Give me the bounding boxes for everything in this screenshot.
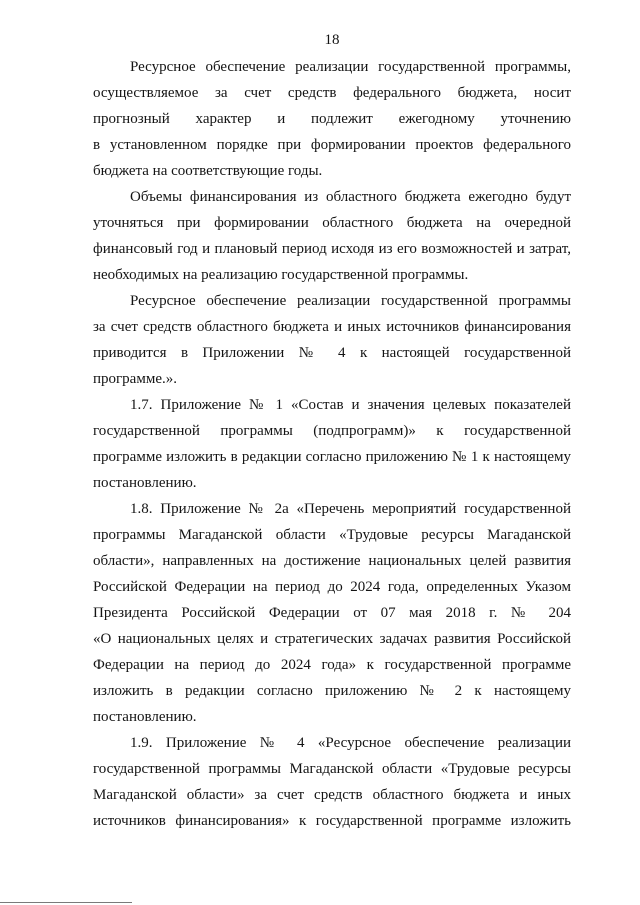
- text-line: Магаданской области» за счет средств областного бюджета и иных: [93, 787, 571, 803]
- paragraph-item-1-8: [93, 496, 571, 730]
- text-line: источников финансирования» к государственной программе изложить: [93, 813, 571, 829]
- text-line: постановлению.: [93, 709, 197, 725]
- text-line: осуществляемое за счет средств федерального бюджета, носит: [93, 85, 571, 101]
- text-line: бюджета на соответствующие годы.: [93, 163, 323, 179]
- paragraph-item-1-7: [93, 392, 571, 496]
- text-line: 1.7. Приложение № 1 «Состав и значения целевых показателей: [130, 397, 571, 413]
- bottom-rule: [0, 902, 132, 903]
- text-line: приводится в Приложении № 4 к настоящей государственной: [93, 345, 571, 361]
- page-number: 18: [324, 32, 340, 48]
- text-line: «О национальных целях и стратегических задачах развития Российской: [93, 631, 571, 647]
- paragraph-resource-regional: [93, 288, 571, 392]
- paragraph-regional-budget: [93, 184, 571, 288]
- text-line: программе изложить в редакции согласно приложению № 1 к настоящему: [93, 449, 571, 465]
- text-line: прогнозный характер и подлежит ежегодному уточнению: [93, 111, 571, 127]
- paragraph-resource-federal: [93, 54, 571, 184]
- text-line: Федерации на период до 2024 года» к государственной программе: [93, 657, 571, 673]
- text-line: государственной программы (подпрограмм)» к государственной: [93, 423, 571, 439]
- paragraph-item-1-9: [93, 730, 571, 834]
- text-line: в установленном порядке при формировании проектов федерального: [93, 137, 571, 153]
- text-line: программе.».: [93, 371, 177, 387]
- text-line: изложить в редакции согласно приложению № 2 к настоящему: [93, 683, 571, 699]
- text-line: Ресурсное обеспечение реализации государственной программы: [130, 293, 571, 309]
- text-line: 1.9. Приложение № 4 «Ресурсное обеспечение реализации: [130, 735, 571, 751]
- text-line: уточняться при формировании областного бюджета на очередной: [93, 215, 571, 231]
- text-line: Президента Российской Федерации от 07 мая 2018 г. № 204: [93, 605, 571, 621]
- text-line: за счет средств областного бюджета и иных источников финансирования: [93, 319, 571, 335]
- text-line: Российской Федерации на период до 2024 года, определенных Указом: [93, 579, 571, 595]
- document-body: [93, 54, 571, 834]
- text-line: государственной программы Магаданской области «Трудовые ресурсы: [93, 761, 571, 777]
- text-line: постановлению.: [93, 475, 197, 491]
- text-line: программы Магаданской области «Трудовые ресурсы Магаданской: [93, 527, 571, 543]
- text-line: Объемы финансирования из областного бюджета ежегодно будут: [130, 189, 571, 205]
- text-line: Ресурсное обеспечение реализации государственной программы,: [130, 59, 571, 75]
- text-line: финансовый год и плановый период исходя из его возможностей и затрат,: [93, 241, 571, 257]
- text-line: области», направленных на достижение национальных целей развития: [93, 553, 571, 569]
- text-line: необходимых на реализацию государственной программы.: [93, 267, 469, 283]
- text-line: 1.8. Приложение № 2а «Перечень мероприятий государственной: [130, 501, 571, 517]
